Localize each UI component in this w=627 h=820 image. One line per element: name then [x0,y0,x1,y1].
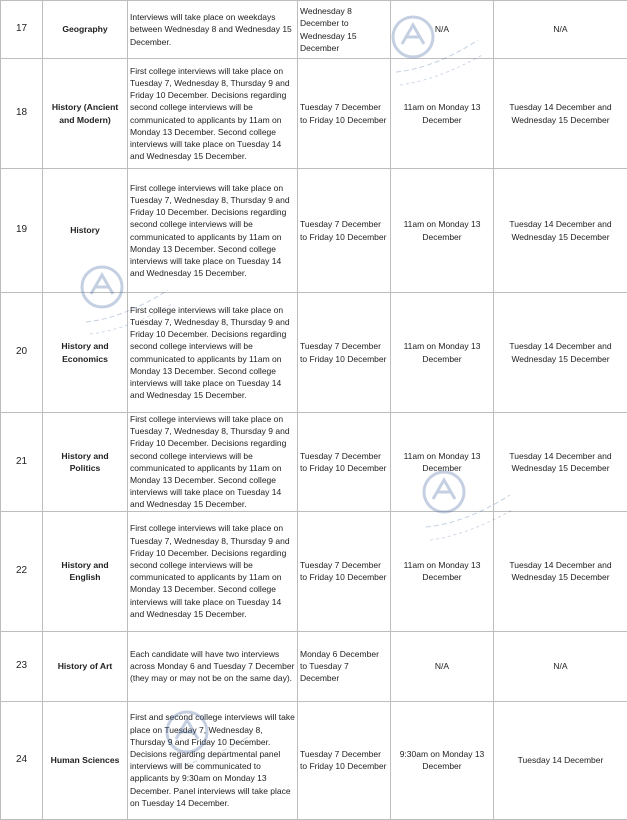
table-row [1,631,627,701]
table-row [1,59,627,169]
subject-name: Human Sciences [43,701,128,819]
decision-time: 11am on Monday 13 December [391,413,494,512]
second-interview-dates: Tuesday 14 December [494,701,627,819]
table-row [1,511,627,631]
subject-name: History and English [43,511,128,631]
subject-name: History and Politics [43,413,128,512]
subject-name: Geography [43,1,128,59]
second-interview-dates: Tuesday 14 December and Wednesday 15 December [494,293,627,413]
row-number: 17 [1,1,43,59]
second-interview-dates: N/A [494,631,627,701]
decision-time: 11am on Monday 13 December [391,511,494,631]
interview-details: First college interviews will take place on Tuesday 7, Wednesday 8, Thursday 9 and Friday 10 December. Decisions regarding second college interviews will be communicated to applicants by 11am on Monday 13 December. Second college interviews will take place on Tuesday 14 and Wednesday 15 December. [128,413,298,512]
interview-dates: Tuesday 7 December to Friday 10 December [298,511,391,631]
interview-dates: Tuesday 7 December to Friday 10 December [298,701,391,819]
row-number: 21 [1,413,43,512]
interview-dates: Tuesday 7 December to Friday 10 December [298,413,391,512]
interview-details: First college interviews will take place on Tuesday 7, Wednesday 8, Thursday 9 and Friday 10 December. Decisions regarding second college interviews will be communicated to applicants by 11am on Monday 13 December. Second college interviews will take place on Tuesday 14 and Wednesday 15 December. [128,511,298,631]
second-interview-dates: Tuesday 14 December and Wednesday 15 December [494,59,627,169]
table-row [1,1,627,59]
subject-name: History of Art [43,631,128,701]
decision-time: 11am on Monday 13 December [391,293,494,413]
interview-details: First college interviews will take place on Tuesday 7, Wednesday 8, Thursday 9 and Friday 10 December. Decisions regarding second college interviews will be communicated to applicants by 11am on Monday 13 December. Second college interviews will take place on Tuesday 14 and Wednesday 15 December. [128,169,298,293]
interview-dates: Wednesday 8 December to Wednesday 15 December [298,1,391,59]
table-row [1,169,627,293]
second-interview-dates: Tuesday 14 December and Wednesday 15 December [494,169,627,293]
interview-details: First and second college interviews will take place on Tuesday 7, Wednesday 8, Thursday 9 and Friday 10 December. Decisions regarding departmental panel interviews will be communicated to applicants by 9:30am on Monday 13 December. Panel interviews will take place on Tuesday 14 December. [128,701,298,819]
interview-details: First college interviews will take place on Tuesday 7, Wednesday 8, Thursday 9 and Friday 10 December. Decisions regarding second college interviews will be communicated to applicants by 11am on Monday 13 December. Second college interviews will take place on Tuesday 14 and Wednesday 15 December. [128,59,298,169]
decision-time: N/A [391,1,494,59]
interview-details: First college interviews will take place on Tuesday 7, Wednesday 8, Thursday 9 and Friday 10 December. Decisions regarding second college interviews will be communicated to applicants by 11am on Monday 13 December. Second college interviews will take place on Tuesday 14 and Wednesday 15 December. [128,293,298,413]
interview-dates: Tuesday 7 December to Friday 10 December [298,293,391,413]
interview-details: Interviews will take place on weekdays between Wednesday 8 and Wednesday 15 December. [128,1,298,59]
second-interview-dates: N/A [494,1,627,59]
row-number: 19 [1,169,43,293]
table-row [1,701,627,819]
second-interview-dates: Tuesday 14 December and Wednesday 15 December [494,413,627,512]
decision-time: 9:30am on Monday 13 December [391,701,494,819]
row-number: 22 [1,511,43,631]
decision-time: 11am on Monday 13 December [391,169,494,293]
interview-dates: Monday 6 December to Tuesday 7 December [298,631,391,701]
table-row [1,293,627,413]
subject-name: History [43,169,128,293]
interview-dates: Tuesday 7 December to Friday 10 December [298,169,391,293]
subject-name: History (Ancient and Modern) [43,59,128,169]
second-interview-dates: Tuesday 14 December and Wednesday 15 December [494,511,627,631]
row-number: 23 [1,631,43,701]
subject-name: History and Economics [43,293,128,413]
decision-time: N/A [391,631,494,701]
interview-details: Each candidate will have two interviews across Monday 6 and Tuesday 7 December (they may or may not be on the same day). [128,631,298,701]
decision-time: 11am on Monday 13 December [391,59,494,169]
row-number: 18 [1,59,43,169]
row-number: 24 [1,701,43,819]
interview-dates: Tuesday 7 December to Friday 10 December [298,59,391,169]
row-number: 20 [1,293,43,413]
table-row [1,413,627,512]
